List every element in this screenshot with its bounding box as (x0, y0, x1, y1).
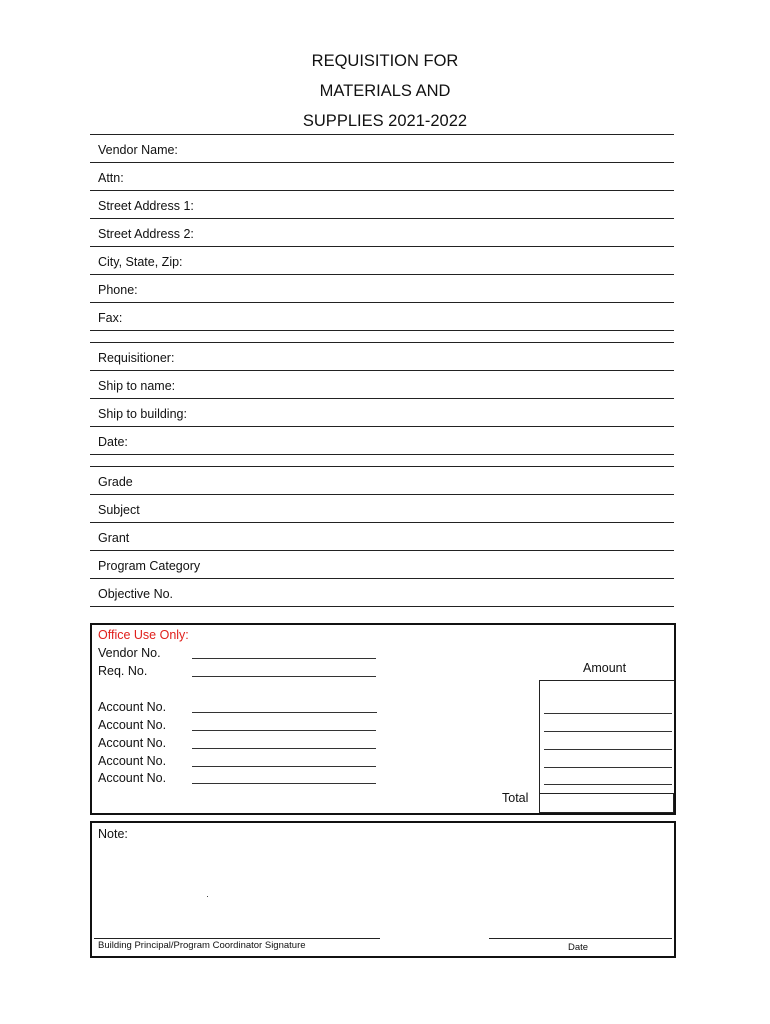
city-state-zip-field[interactable] (90, 246, 674, 275)
field-label: Vendor Name: (98, 143, 178, 157)
field-label: Grant (98, 531, 130, 545)
field-label: Ship to name: (98, 379, 176, 393)
field-label: Program Category (98, 559, 201, 573)
phone-field[interactable] (90, 274, 674, 303)
amount-line[interactable] (544, 749, 672, 750)
field-label: Subject (98, 503, 140, 517)
form-title (0, 46, 770, 136)
account-no-label: Account No. (98, 736, 167, 750)
title-line-1: REQUISITION FOR (311, 52, 459, 70)
office-use-title: Office Use Only: (98, 628, 189, 642)
title-line-2: MATERIALS AND (319, 82, 451, 100)
vendor-no-label: Vendor No. (98, 646, 161, 660)
fax-field[interactable] (90, 302, 674, 331)
account-no-label: Account No. (98, 700, 167, 714)
attn-field[interactable] (90, 162, 674, 191)
field-label: Date: (98, 435, 128, 449)
subject-field[interactable] (90, 494, 674, 523)
grant-field[interactable] (90, 522, 674, 551)
amount-line[interactable] (544, 731, 672, 732)
street-address-1-field[interactable] (90, 190, 674, 219)
signature-label: Building Principal/Program Coordinator Signature (98, 940, 306, 951)
stray-mark (207, 896, 208, 897)
field-label: Attn: (98, 171, 124, 185)
ship-to-name-field[interactable] (90, 370, 674, 399)
divider (90, 330, 674, 331)
account-no-line[interactable] (192, 748, 376, 749)
field-label: Street Address 2: (98, 227, 194, 241)
field-label: Ship to building: (98, 407, 187, 421)
note-box[interactable] (90, 821, 676, 958)
requisitioner-field[interactable] (90, 342, 674, 371)
field-label: Grade (98, 475, 133, 489)
signature-line[interactable] (94, 938, 380, 939)
req-no-label: Req. No. (98, 664, 148, 678)
program-category-field[interactable] (90, 550, 674, 579)
field-label: Phone: (98, 283, 138, 297)
date-field[interactable] (90, 426, 674, 455)
account-no-line[interactable] (192, 766, 376, 767)
total-field[interactable] (539, 793, 674, 813)
account-no-line[interactable] (192, 712, 377, 713)
field-label: Street Address 1: (98, 199, 194, 213)
account-no-label: Account No. (98, 771, 167, 785)
field-label: Fax: (98, 311, 123, 325)
vendor-no-line[interactable] (192, 658, 376, 659)
street-address-2-field[interactable] (90, 218, 674, 247)
amount-column (539, 680, 674, 794)
date-signature-line[interactable] (489, 938, 672, 939)
account-no-line[interactable] (192, 730, 376, 731)
amount-line[interactable] (544, 784, 672, 785)
total-label: Total (502, 791, 529, 805)
amount-line[interactable] (544, 713, 672, 714)
account-no-label: Account No. (98, 718, 167, 732)
ship-to-building-field[interactable] (90, 398, 674, 427)
title-line-3: SUPPLIES 2021-2022 (302, 112, 468, 130)
account-no-label: Account No. (98, 754, 167, 768)
field-label: City, State, Zip: (98, 255, 183, 269)
grade-field[interactable] (90, 466, 674, 495)
field-label: Requisitioner: (98, 351, 175, 365)
req-no-line[interactable] (192, 676, 376, 677)
field-label: Objective No. (98, 587, 174, 601)
account-no-line[interactable] (192, 783, 376, 784)
amount-line[interactable] (544, 767, 672, 768)
divider (90, 454, 674, 455)
divider (90, 606, 674, 607)
amount-label: Amount (583, 661, 627, 675)
vendor-name-field[interactable] (90, 134, 674, 163)
date-label: Date (568, 942, 589, 953)
note-label: Note: (98, 827, 128, 841)
objective-no-field[interactable] (90, 578, 674, 607)
office-use-box (90, 623, 676, 815)
